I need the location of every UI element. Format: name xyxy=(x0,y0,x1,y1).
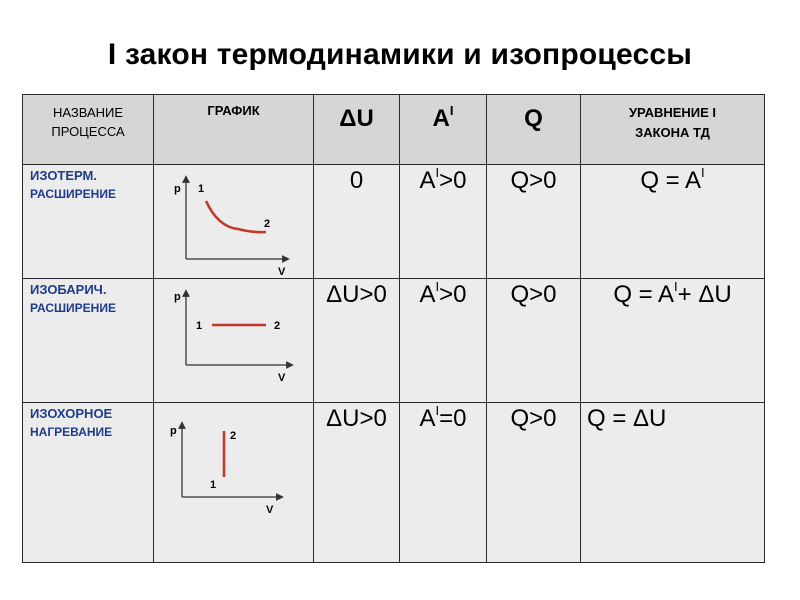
process-name-line2: НАГРЕВАНИЕ xyxy=(30,425,113,439)
a-rest: >0 xyxy=(439,167,467,194)
graph-cell xyxy=(154,279,314,403)
du-value: ΔU>0 xyxy=(326,405,387,432)
a-sup: I xyxy=(435,403,440,418)
header-du-cell xyxy=(314,95,400,165)
eq-rest: + ΔU xyxy=(677,281,732,308)
process-name-cell xyxy=(23,403,154,563)
q-cell xyxy=(487,403,581,563)
header-a: A xyxy=(432,105,450,132)
a-rest: =0 xyxy=(439,405,467,432)
a-cell xyxy=(400,165,487,279)
a-sup: I xyxy=(435,165,440,180)
header-eq-cell xyxy=(581,95,765,165)
point-1-label: 1 xyxy=(210,479,217,491)
p-axis-label: p xyxy=(174,183,181,195)
q-value: Q>0 xyxy=(510,167,557,194)
table-row xyxy=(23,279,765,403)
isobar-graph xyxy=(154,279,314,403)
q-cell xyxy=(487,165,581,279)
v-axis-label: V xyxy=(278,266,286,278)
v-axis-label: V xyxy=(266,504,274,516)
graph-cell xyxy=(154,165,314,279)
a-base: A xyxy=(419,405,436,432)
du-cell xyxy=(314,279,400,403)
a-base: A xyxy=(419,281,436,308)
eq-cell xyxy=(581,403,765,563)
eq-sup: I xyxy=(674,279,678,294)
header-du: ΔU xyxy=(339,105,374,132)
a-cell xyxy=(400,279,487,403)
header-row xyxy=(23,95,765,165)
process-name-cell xyxy=(23,279,154,403)
du-cell xyxy=(314,403,400,563)
process-name-line1: ИЗОТЕРМ. xyxy=(30,168,97,183)
header-a-cell xyxy=(400,95,487,165)
page-title: I закон термодинамики и изопроцессы xyxy=(107,38,693,71)
p-axis-label: p xyxy=(174,291,181,303)
eq-sup: I xyxy=(701,165,705,180)
a-cell xyxy=(400,403,487,563)
du-cell xyxy=(314,165,400,279)
point-2-label: 2 xyxy=(274,320,281,332)
eq-cell xyxy=(581,279,765,403)
header-name-line1: НАЗВАНИЕ xyxy=(52,105,124,120)
process-name-line1: ИЗОБАРИЧ. xyxy=(30,282,107,297)
q-value: Q>0 xyxy=(510,405,557,432)
process-name-line2: РАСШИРЕНИЕ xyxy=(30,187,116,201)
q-value: Q>0 xyxy=(510,281,557,308)
isotherm-curve xyxy=(206,201,266,232)
header-name-cell xyxy=(23,95,154,165)
point-2-label: 2 xyxy=(230,430,237,442)
a-sup: I xyxy=(435,279,440,294)
p-axis-label: p xyxy=(170,425,177,437)
a-base: A xyxy=(419,167,436,194)
table-row xyxy=(23,165,765,279)
q-cell xyxy=(487,279,581,403)
process-name-line1: ИЗОХОРНОЕ xyxy=(30,406,113,421)
header-q: Q xyxy=(524,105,543,132)
header-q-cell xyxy=(487,95,581,165)
header-graph-cell xyxy=(154,95,314,165)
eq-base: Q = ΔU xyxy=(587,405,667,432)
eq-cell xyxy=(581,165,765,279)
point-2-label: 2 xyxy=(264,218,271,230)
du-value: ΔU>0 xyxy=(326,281,387,308)
eq-base: Q = A xyxy=(613,281,675,308)
process-name-cell xyxy=(23,165,154,279)
process-name-line2: РАСШИРЕНИЕ xyxy=(30,301,116,315)
point-1-label: 1 xyxy=(196,320,203,332)
a-rest: >0 xyxy=(439,281,467,308)
header-a-sup: I xyxy=(449,103,454,118)
isotherm-graph xyxy=(154,165,314,279)
point-1-label: 1 xyxy=(198,183,205,195)
header-graph: ГРАФИК xyxy=(207,103,260,118)
eq-base: Q = A xyxy=(640,167,702,194)
table-row xyxy=(23,403,765,563)
isoprocess-table xyxy=(22,94,765,563)
isochore-graph xyxy=(154,403,314,563)
header-eq-line1: УРАВНЕНИЕ I xyxy=(628,105,717,120)
du-value: 0 xyxy=(349,167,364,194)
v-axis-label: V xyxy=(278,372,286,384)
graph-cell xyxy=(154,403,314,563)
header-name-line2: ПРОЦЕССА xyxy=(51,124,125,139)
header-eq-line2: ЗАКОНА ТД xyxy=(635,125,710,140)
